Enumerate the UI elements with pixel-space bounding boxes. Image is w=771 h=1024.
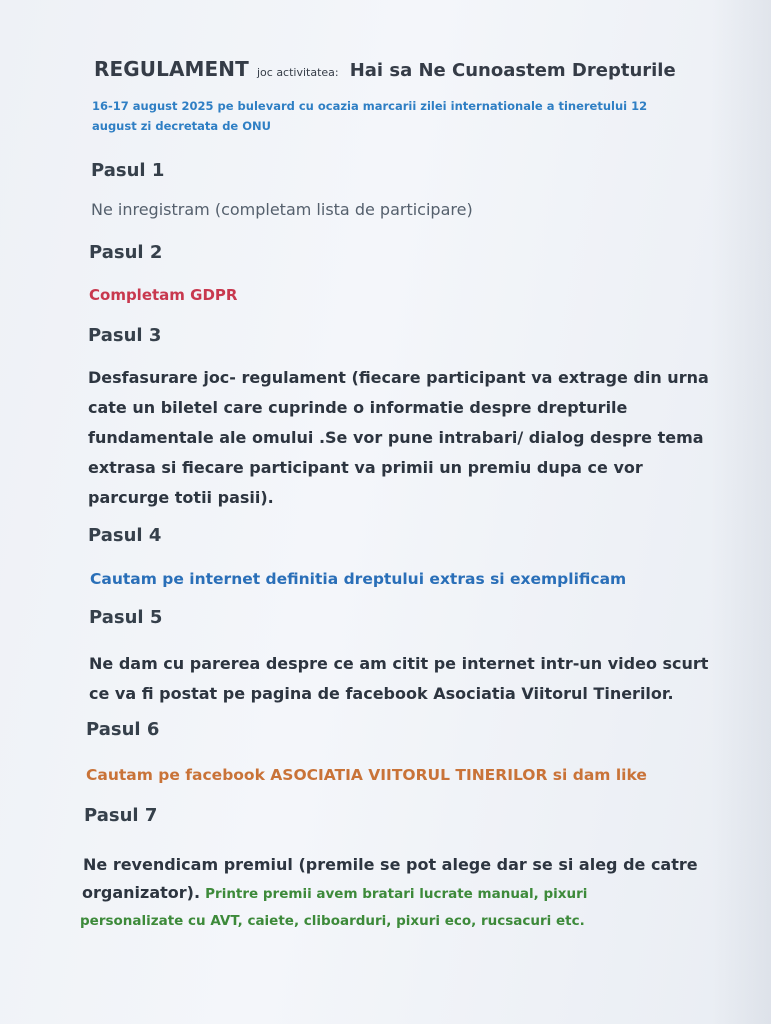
title-sub: joc activitatea: xyxy=(256,66,339,79)
step-7-heading: Pasul 7 xyxy=(84,805,158,826)
event-subtitle xyxy=(92,96,667,136)
activity-name: Hai sa Ne Cunoastem Drepturile xyxy=(349,60,676,81)
step-5-line: Ne dam cu parerea despre ce am citit pe internet intr-un video scurt xyxy=(89,654,709,673)
step-3-line: parcurge totii pasii). xyxy=(88,488,274,507)
prizes-list: personalizate cu AVT, caiete, cliboarduri, pixuri eco, rucsacuri etc. xyxy=(80,913,585,929)
step-4-heading: Pasul 4 xyxy=(88,525,162,546)
step-2-heading: Pasul 2 xyxy=(89,242,163,263)
step-7-organizer: organizator). xyxy=(82,883,201,902)
step-5-heading: Pasul 5 xyxy=(89,607,163,628)
step-3-line: Desfasurare joc- regulament (fiecare participant va extrage din urna xyxy=(88,368,709,387)
document-title xyxy=(94,57,676,81)
step-2-text: Completam GDPR xyxy=(89,286,238,304)
step-1-heading: Pasul 1 xyxy=(91,160,165,181)
step-5-text xyxy=(89,649,729,709)
subtitle-line: august zi decretata de ONU xyxy=(92,119,271,133)
step-3-line: cate un biletel care cuprinde o informatie despre drepturile xyxy=(88,398,628,417)
step-6-text: Cautam pe facebook ASOCIATIA VIITORUL TINERILOR si dam like xyxy=(86,766,647,784)
title-main: REGULAMENT xyxy=(94,57,249,81)
step-7-line-2 xyxy=(82,878,587,909)
subtitle-line: 16-17 august 2025 pe bulevard cu ocazia marcarii zilei internationale a tineretului 12 xyxy=(92,99,648,113)
step-3-line: fundamentale ale omului .Se vor pune intrabari/ dialog despre tema xyxy=(88,428,704,447)
step-4-text: Cautam pe internet definitia dreptului extras si exemplificam xyxy=(90,570,627,588)
step-5-line: ce va fi postat pe pagina de facebook Asociatia Viitorul Tinerilor. xyxy=(89,684,674,703)
step-3-text xyxy=(88,363,728,513)
step-3-line: extrasa si fiecare participant va primii un premiu dupa ce vor xyxy=(88,458,643,477)
step-1-text: Ne inregistram (completam lista de participare) xyxy=(91,200,473,219)
step-3-heading: Pasul 3 xyxy=(88,325,162,346)
step-6-heading: Pasul 6 xyxy=(86,719,160,740)
step-7-line-1: Ne revendicam premiul (premile se pot alege dar se si aleg de catre xyxy=(83,855,698,874)
prizes-intro: Printre premii avem bratari lucrate manual, pixuri xyxy=(205,886,588,902)
